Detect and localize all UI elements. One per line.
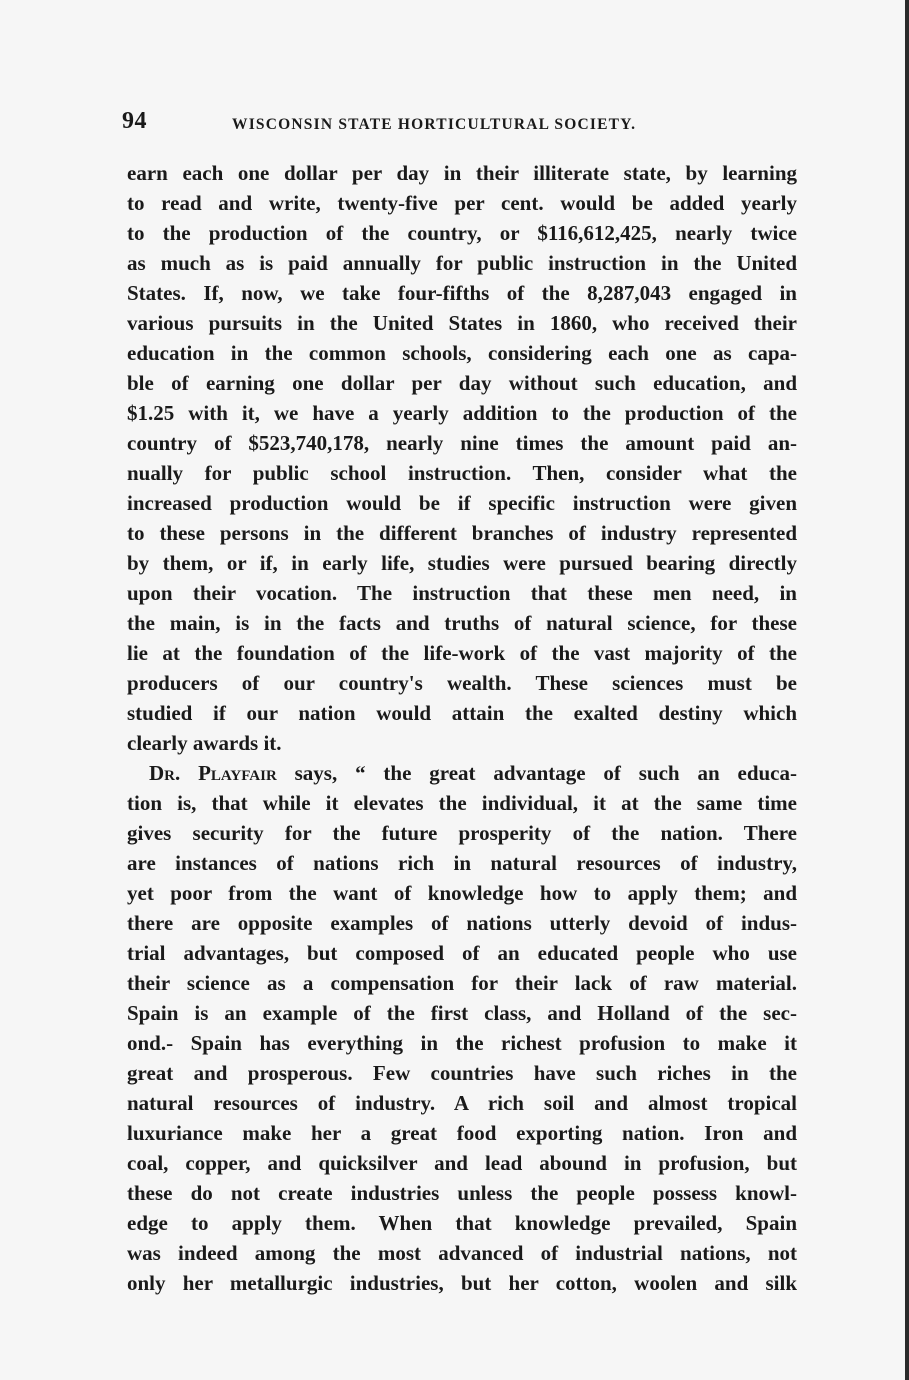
- text-line: gives security for the future prosperity of the nation. There: [127, 821, 797, 845]
- text-line: are instances of nations rich in natural resources of industry,: [127, 851, 797, 875]
- text-line: to the production of the country, or $116,612,425, nearly twice: [127, 221, 797, 245]
- text-line: increased production would be if specific instruction were given: [127, 491, 797, 515]
- text-line: education in the common schools, considering each one as capa-: [127, 341, 797, 365]
- text-line: States. If, now, we take four-fifths of the 8,287,043 engaged in: [127, 281, 797, 305]
- text-line: trial advantages, but composed of an educated people who use: [127, 941, 797, 965]
- text-line: studied if our nation would attain the exalted destiny which: [127, 701, 797, 725]
- page-header: [122, 104, 802, 144]
- text-line: these do not create industries unless the people possess knowl-: [127, 1181, 797, 1205]
- text-line: country of $523,740,178, nearly nine times the amount paid an-: [127, 431, 797, 455]
- text-line: luxuriance make her a great food exporting nation. Iron and: [127, 1121, 797, 1145]
- text-line: edge to apply them. When that knowledge prevailed, Spain: [127, 1211, 797, 1235]
- paragraph-1: [127, 158, 797, 758]
- text-line: Spain is an example of the first class, and Holland of the sec-: [127, 1001, 797, 1025]
- text-line: as much as is paid annually for public instruction in the United: [127, 251, 797, 275]
- text-line: natural resources of industry. A rich soil and almost tropical: [127, 1091, 797, 1115]
- page-number: 94: [122, 108, 147, 134]
- text-line: was indeed among the most advanced of industrial nations, not: [127, 1241, 797, 1265]
- text-line: $1.25 with it, we have a yearly addition to the production of the: [127, 401, 797, 425]
- text-line: [127, 758, 797, 788]
- speaker-name: Dr. Playfair: [149, 761, 277, 785]
- text-line: to these persons in the different branches of industry represented: [127, 521, 797, 545]
- text-line: only her metallurgic industries, but her cotton, woolen and silk: [127, 1271, 797, 1295]
- text-line: producers of our country's wealth. These sciences must be: [127, 671, 797, 695]
- text-segment: says, “ the great advantage of such an educa-: [276, 761, 797, 785]
- text-line: the main, is in the facts and truths of natural science, for these: [127, 611, 797, 635]
- paragraph-2: [127, 758, 797, 1298]
- text-line: ond.- Spain has everything in the richest profusion to make it: [127, 1031, 797, 1055]
- text-line: lie at the foundation of the life-work of the vast majority of the: [127, 641, 797, 665]
- text-line: ble of earning one dollar per day without such education, and: [127, 371, 797, 395]
- text-line: clearly awards it.: [127, 731, 282, 755]
- text-line: great and prosperous. Few countries have such riches in the: [127, 1061, 797, 1085]
- page-edge: [905, 0, 909, 1380]
- text-line: tion is, that while it elevates the individual, it at the same time: [127, 791, 797, 815]
- text-line: coal, copper, and quicksilver and lead abound in profusion, but: [127, 1151, 797, 1175]
- body-text: [127, 158, 797, 1298]
- text-line: nually for public school instruction. Then, consider what the: [127, 461, 797, 485]
- text-line: yet poor from the want of knowledge how to apply them; and: [127, 881, 797, 905]
- text-line: earn each one dollar per day in their illiterate state, by learning: [127, 161, 797, 185]
- text-line: upon their vocation. The instruction that these men need, in: [127, 581, 797, 605]
- running-head: WISCONSIN STATE HORTICULTURAL SOCIETY.: [232, 116, 637, 133]
- text-line: various pursuits in the United States in 1860, who received their: [127, 311, 797, 335]
- text-line: their science as a compensation for their lack of raw material.: [127, 971, 797, 995]
- text-line: by them, or if, in early life, studies were pursued bearing directly: [127, 551, 797, 575]
- text-line: there are opposite examples of nations utterly devoid of indus-: [127, 911, 797, 935]
- text-line: to read and write, twenty-five per cent. would be added yearly: [127, 191, 797, 215]
